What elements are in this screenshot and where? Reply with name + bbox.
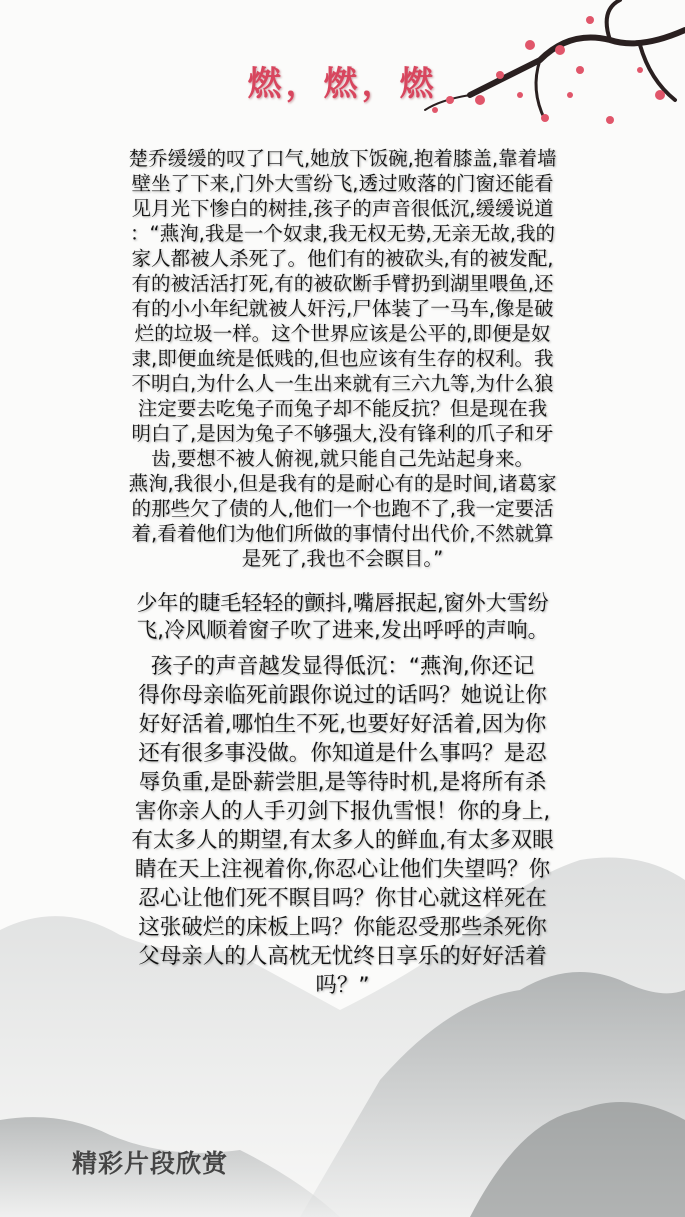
paragraph-1 [100,146,585,571]
text-line: 辱负重,是卧薪尝胆,是等待时机,是将所有杀 [138,770,547,795]
text-line: 注定要去吃兔子而兔子却不能反抗？但是现在我 [137,397,548,420]
text-line: 少年的睫毛轻轻的颤抖,嘴唇抿起,窗外大雪纷 [136,591,549,615]
text-line: 壁坐了下来,门外大雪纷飞,透过败落的门窗还能看 [131,172,554,195]
text-line: 忍心让他们死不瞑目吗？你甘心就这样死在 [138,886,547,911]
text-line: 不明白,为什么人一生出来就有三六九等,为什么狼 [131,372,554,395]
text-line: 楚乔缓缓的叹了口气,她放下饭碗,抱着膝盖,靠着墙 [128,147,557,170]
paragraph-3 [100,652,585,1000]
text-line: 好好活着,哪怕生不死,也要好好活着,因为你 [138,712,547,737]
text-line: 这张破烂的床板上吗？你能忍受那些杀死你 [138,915,547,940]
text-line: 有太多人的期望,有太多人的鲜血,有太多双眼 [131,828,554,853]
paragraph-2 [100,590,585,644]
text-line: 隶,即便血统是低贱的,但也应该有生存的权利。我 [131,347,554,370]
text-line: 烂的垃圾一样。这个世界应该是公平的,即便是奴 [134,322,551,345]
text-line: 有的被活活打死,有的被砍断手臂扔到湖里喂鱼,还 [131,272,554,295]
page-title: 燃，燃，燃 [247,64,438,104]
text-line: 吗？” [315,973,370,998]
text-line: 父母亲人的人高枕无忧终日享乐的好好活着 [138,944,547,969]
text-line: 睛在天上注视着你,你忍心让他们失望吗？你 [134,857,551,882]
text-line: 家人都被人杀死了。他们有的被砍头,有的被发配, [131,247,554,270]
text-line: 有的小小年纪就被人奸污,尸体装了一马车,像是破 [131,297,554,320]
text-line: 的那些欠了债的人,他们一个也跑不了,我一定要活 [131,497,554,520]
text-line: 害你亲人的人手刃剑下报仇雪恨！你的身上, [134,799,551,824]
text-line: 是死了,我也不会瞑目。” [241,547,444,570]
text-line: 飞,冷风顺着窗子吹了进来,发出呼呼的声响。 [136,618,549,642]
text-line: 得你母亲临死前跟你说过的话吗？她说让你 [138,683,547,708]
footer-caption: 精彩片段欣赏 [72,1149,229,1178]
text-line: 还有很多事没做。你知道是什么事吗？是忍 [138,741,547,766]
text-line: 燕洵,我很小,但是我有的是耐心有的是时间,诸葛家 [128,472,557,495]
text-line: 孩子的声音越发显得低沉：“燕洵,你还记 [150,654,535,679]
text-line: 齿,要想不被人俯视,就只能自己先站起身来。 [151,447,534,470]
text-line: ：“燕洵,我是一个奴隶,我无权无势,无亲无故,我的 [130,222,555,245]
text-line: 见月光下惨白的树挂,孩子的声音很低沉,缓缓说道 [131,197,554,220]
text-line: 着,看着他们为他们所做的事情付出代价,不然就算 [131,522,554,545]
text-line: 明白了,是因为兔子不够强大,没有锋利的爪子和牙 [131,422,554,445]
